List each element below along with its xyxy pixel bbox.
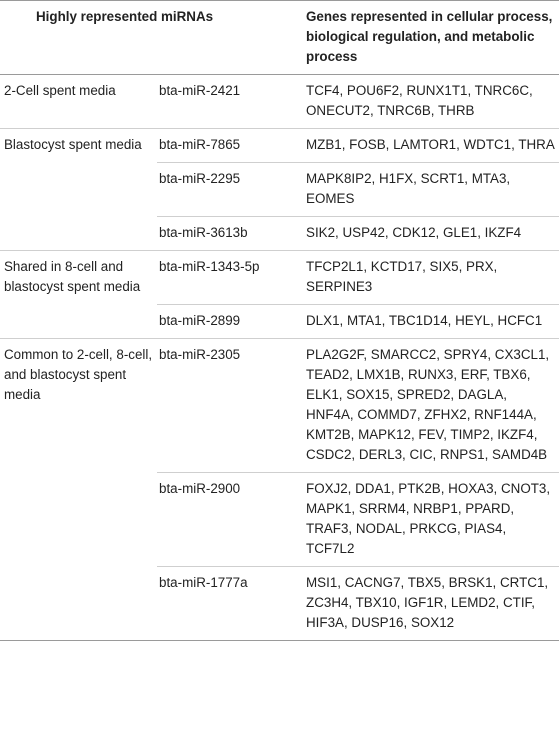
cell-mirna: bta-miR-2295 (157, 163, 302, 217)
table-row (0, 339, 559, 473)
table-row (0, 251, 559, 305)
cell-mirna: bta-miR-2900 (157, 473, 302, 567)
header-mirnas: Highly represented miRNAs (0, 1, 302, 75)
cell-mirna: bta-miR-2899 (157, 305, 302, 339)
cell-group: Shared in 8-cell and blastocyst spent media (4, 259, 141, 294)
header-row (0, 1, 559, 75)
cell-group: Common to 2-cell, 8-cell, and blastocyst spent media (4, 347, 153, 402)
cell-genes: MZB1, FOSB, LAMTOR1, WDTC1, THRA (302, 129, 559, 163)
cell-mirna: bta-miR-2421 (157, 75, 302, 129)
table-row (0, 217, 559, 251)
cell-mirna: bta-miR-1777a (157, 567, 302, 641)
cell-group (0, 163, 157, 217)
table-row (0, 567, 559, 641)
table-row (0, 129, 559, 163)
table-row (0, 473, 559, 567)
cell-group (0, 305, 157, 339)
cell-genes: FOXJ2, DDA1, PTK2B, HOXA3, CNOT3, MAPK1, SRRM4, NRBP1, PPARD, TRAF3, NODAL, PRKCG, PIAS4, TCF7L2 (302, 473, 559, 567)
table-row (0, 305, 559, 339)
cell-group: 2-Cell spent media (0, 75, 157, 129)
table-row (0, 163, 559, 217)
cell-mirna: bta-miR-7865 (157, 129, 302, 163)
table-row (0, 75, 559, 129)
header-genes: Genes represented in cellular process, biological regulation, and metabolic process (302, 1, 559, 75)
table-body (0, 75, 559, 641)
cell-genes: TFCP2L1, KCTD17, SIX5, PRX, SERPINE3 (302, 251, 559, 305)
cell-genes: SIK2, USP42, CDK12, GLE1, IKZF4 (302, 217, 559, 251)
cell-group (0, 217, 157, 251)
cell-group: Blastocyst spent media (4, 137, 142, 152)
cell-genes: PLA2G2F, SMARCC2, SPRY4, CX3CL1, TEAD2, LMX1B, RUNX3, ERF, TBX6, ELK1, SOX15, SPRED2, DAGLA, HNF4A, COMMD7, ZFHX2, RNF144A, KMT2B, MAPK12, FEV, TIMP2, IKZF4, CSDC2, DERL3, CIC, RNPS1, SAMD4B (302, 339, 559, 473)
cell-mirna: bta-miR-2305 (157, 339, 302, 473)
cell-group (0, 473, 157, 567)
cell-mirna: bta-miR-1343-5p (157, 251, 302, 305)
cell-mirna: bta-miR-3613b (157, 217, 302, 251)
cell-genes: DLX1, MTA1, TBC1D14, HEYL, HCFC1 (302, 305, 559, 339)
cell-genes: TCF4, POU6F2, RUNX1T1, TNRC6C, ONECUT2, TNRC6B, THRB (302, 75, 559, 129)
cell-genes: MSI1, CACNG7, TBX5, BRSK1, CRTC1, ZC3H4, TBX10, IGF1R, LEMD2, CTIF, HIF3A, DUSP16, SOX12 (302, 567, 559, 641)
cell-genes: MAPK8IP2, H1FX, SCRT1, MTA3, EOMES (302, 163, 559, 217)
cell-group (0, 567, 157, 641)
